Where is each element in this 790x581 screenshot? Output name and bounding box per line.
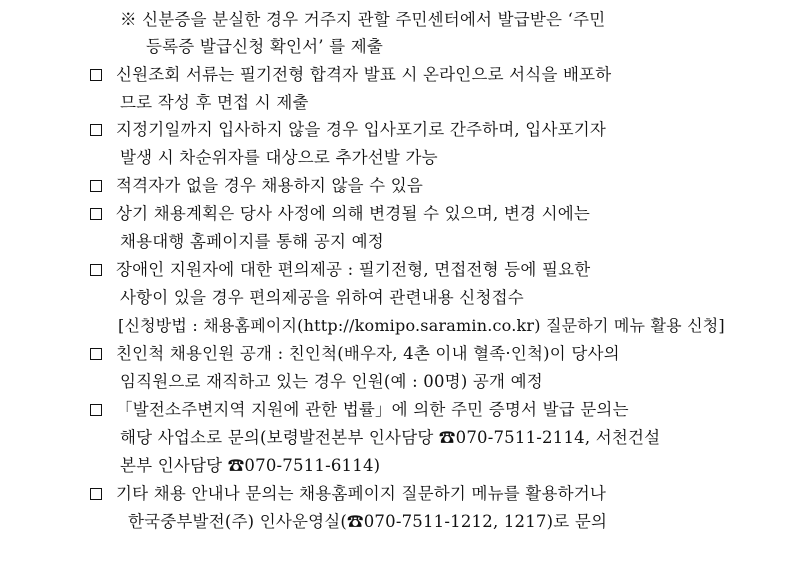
list-item-text: 친인척 채용인원 공개 : 친인척(배우자, 4촌 이내 혈족·인척)이 당사의 [116, 344, 620, 363]
list-item [90, 64, 611, 86]
list-item [90, 119, 606, 141]
list-item-text: 장애인 지원자에 대한 편의제공 : 필기전형, 면접전형 등에 필요한 [116, 260, 591, 279]
list-item-continuation: 므로 작성 후 면접 시 제출 [120, 93, 309, 112]
note-text: 신분증을 분실한 경우 거주지 관할 주민센터에서 발급받은 ‘주민 [142, 10, 606, 29]
note-line [120, 9, 605, 31]
checkbox-square-icon [90, 124, 102, 136]
checkbox-square-icon [90, 404, 102, 416]
list-item [90, 203, 590, 225]
list-item-continuation: 해당 사업소로 문의(보령발전본부 인사담당 ☎070-7511-2114, 서천건설 [120, 428, 661, 447]
note-line-continuation: 등록증 발급신청 확인서’ 를 제출 [146, 37, 384, 56]
list-item-text: 상기 채용계획은 당사 사정에 의해 변경될 수 있으며, 변경 시에는 [116, 204, 591, 223]
list-item-text: 지정기일까지 입사하지 않을 경우 입사포기로 간주하며, 입사포기자 [116, 120, 607, 139]
checkbox-square-icon [90, 69, 102, 81]
list-item-continuation: 채용대행 홈페이지를 통해 공지 예정 [120, 232, 384, 251]
list-item-continuation: 발생 시 차순위자를 대상으로 추가선발 가능 [120, 148, 438, 167]
list-item-continuation: 한국중부발전(주) 인사운영실(☎070-7511-1212, 1217)로 문의 [128, 512, 608, 531]
list-item [90, 343, 620, 365]
list-item-continuation: 사항이 있을 경우 편의제공을 위하여 관련내용 신청접수 [120, 288, 524, 307]
list-item-continuation: 본부 인사담당 ☎070-7511-6114) [120, 456, 381, 475]
list-item-continuation: 임직원으로 재직하고 있는 경우 인원(예 : 00명) 공개 예정 [120, 372, 543, 391]
reference-mark: ※ [120, 10, 137, 29]
list-item-text: 기타 채용 안내나 문의는 채용홈페이지 질문하기 메뉴를 활용하거나 [116, 484, 607, 503]
checkbox-square-icon [90, 180, 102, 192]
list-item [90, 483, 606, 505]
list-item [90, 175, 423, 197]
list-item-text: 신원조회 서류는 필기전형 합격자 발표 시 온라인으로 서식을 배포하 [116, 65, 612, 84]
list-item [90, 399, 629, 421]
list-item-text: 적격자가 없을 경우 채용하지 않을 수 있음 [116, 176, 424, 195]
checkbox-square-icon [90, 264, 102, 276]
list-item-text: 「발전소주변지역 지원에 관한 법률」에 의한 주민 증명서 발급 문의는 [116, 400, 629, 419]
checkbox-square-icon [90, 488, 102, 500]
checkbox-square-icon [90, 208, 102, 220]
list-item [90, 259, 590, 281]
application-method-note: [신청방법 : 채용홈페이지(http://komipo.saramin.co.kr) 질문하기 메뉴 활용 신청] [118, 316, 725, 335]
checkbox-square-icon [90, 348, 102, 360]
